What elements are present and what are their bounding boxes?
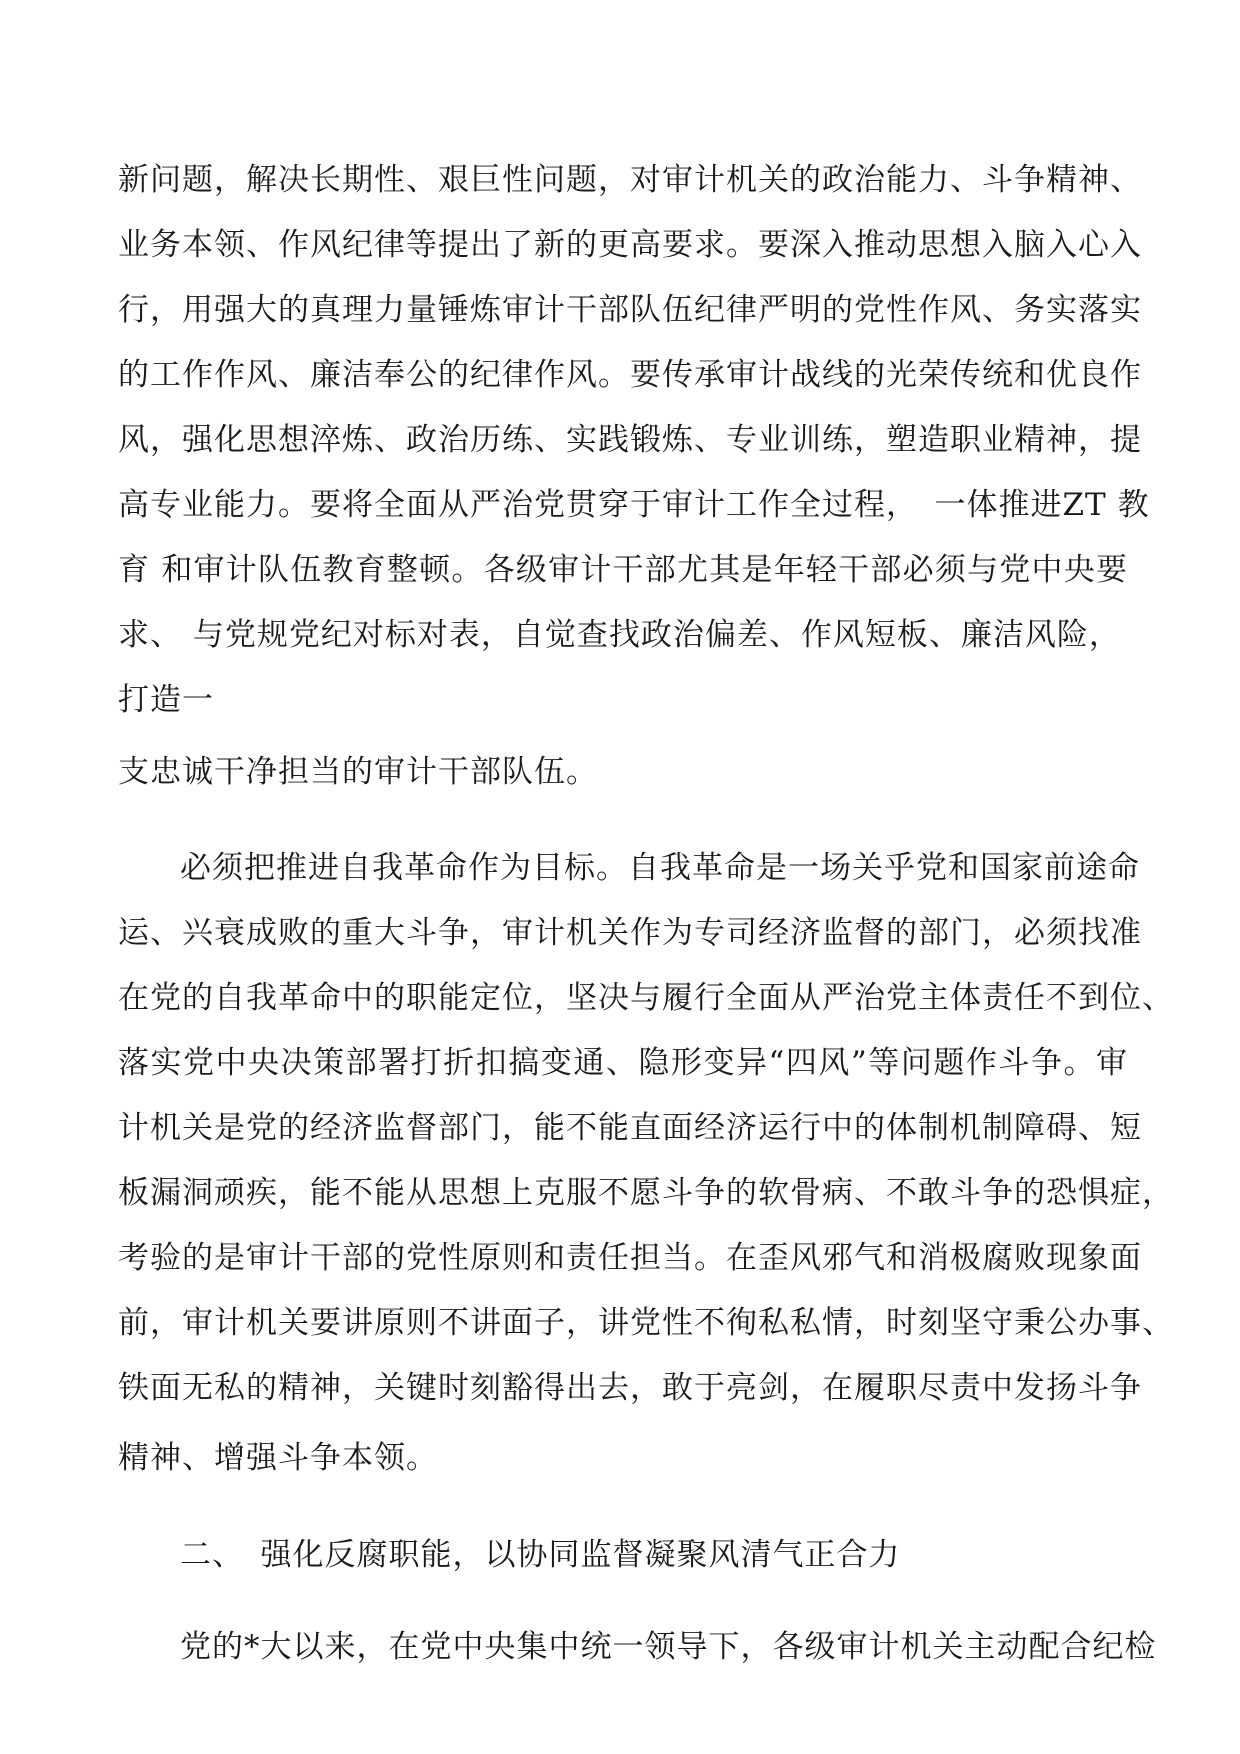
paragraph-2-line-4: 落实党中央决策部署打折扣搞变通、隐形变异“四风”等问题作斗争。审 [118,1045,1128,1081]
paragraph-2-line-10: 精神、增强斗争本领。 [118,1440,438,1476]
paragraph-2-line-5: 计机关是党的经济监督部门，能不能直面经济运行中的体制机制障碍、短 [118,1110,1142,1146]
paragraph-2-line-3: 在党的自我革命中的职能定位，坚决与履行全面从严治党主体责任不到位、 [118,980,1174,1016]
paragraph-1-line-10: 支忠诚干净担当的审计干部队伍。 [118,754,598,790]
paragraph-1-line-7: 育 和审计队伍教育整顿。各级审计干部尤其是年轻干部必须与党中央要 [118,552,1128,588]
paragraph-1-line-1: 新问题，解决长期性、艰巨性问题，对审计机关的政治能力、斗争精神、 [118,162,1142,198]
paragraph-2-line-6: 板漏洞顽疾，能不能从思想上克服不愿斗争的软骨病、不敢斗争的恐惧症， [118,1175,1174,1211]
paragraph-1-line-6: 高专业能力。要将全面从严治党贯穿于审计工作全过程， 一体推进ZT 教 [118,487,1150,523]
paragraph-1-line-3: 行，用强大的真理力量锤炼审计干部队伍纪律严明的党性作风、务实落实 [118,292,1142,328]
paragraph-1-line-9: 打造一 [118,682,214,718]
paragraph-3-line-1: 党的*大以来，在党中央集中统一领导下，各级审计机关主动配合纪检 [180,1629,1157,1665]
paragraph-1-line-4: 的工作作风、廉洁奉公的纪律作风。要传承审计战线的光荣传统和优良作 [118,357,1142,393]
paragraph-1-line-2: 业务本领、作风纪律等提出了新的更高要求。要深入推动思想入脑入心入 [118,227,1142,263]
section-heading: 二、 强化反腐职能，以协同监督凝聚风清气正合力 [180,1537,901,1573]
paragraph-1-line-5: 风，强化思想淬炼、政治历练、实践锻炼、专业训练，塑造职业精神，提 [118,422,1142,458]
paragraph-2-line-8: 前，审计机关要讲原则不讲面子，讲党性不徇私私情，时刻坚守秉公办事、 [118,1305,1174,1341]
paragraph-1-line-8: 求、 与党规党纪对标对表，自觉查找政治偏差、作风短板、廉洁风险， [118,617,1121,653]
paragraph-2-line-2: 运、兴衰成败的重大斗争，审计机关作为专司经济监督的部门，必须找准 [118,915,1142,951]
paragraph-2-line-1: 必须把推进自我革命作为目标。自我革命是一场关乎党和国家前途命 [180,850,1140,886]
paragraph-2-line-9: 铁面无私的精神，关键时刻豁得出去，敢于亮剑，在履职尽责中发扬斗争 [118,1370,1142,1406]
paragraph-2-line-7: 考验的是审计干部的党性原则和责任担当。在歪风邪气和消极腐败现象面 [118,1240,1142,1276]
